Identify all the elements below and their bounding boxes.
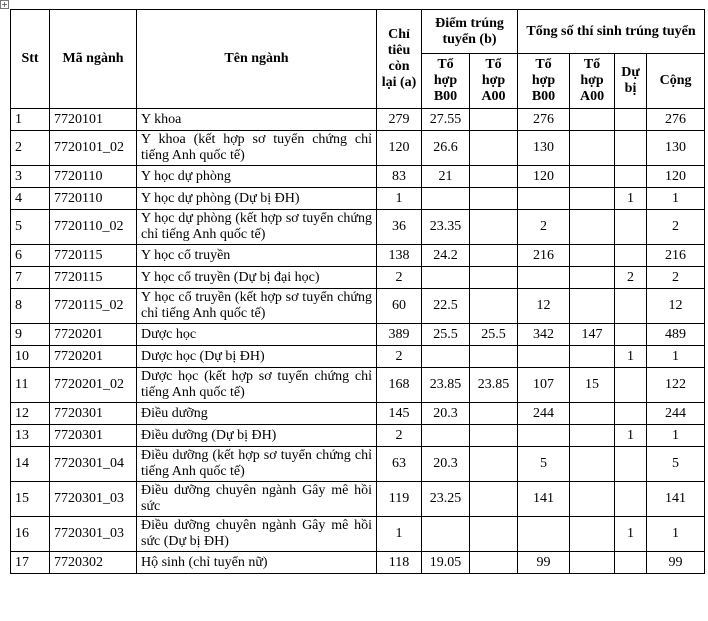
cell-diem-a00 [470, 346, 518, 368]
cell-chi-tieu: 36 [377, 210, 422, 245]
cell-chi-tieu: 2 [377, 346, 422, 368]
header-diem-to-hop-a00: Tổ hợp A00 [470, 54, 518, 109]
cell-cong: 1 [647, 188, 705, 210]
table-row [11, 324, 705, 346]
cell-diem-b00: 19.05 [422, 552, 470, 574]
cell-ma-nganh: 7720110_02 [50, 210, 137, 245]
cell-ten-nganh: Dược học (kết hợp sơ tuyển chứng chỉ tiếng Anh quốc tế) [137, 368, 377, 403]
cell-stt: 7 [11, 267, 50, 289]
cell-ten-nganh: Điều dưỡng chuyên ngành Gây mê hồi sức (Dự bị ĐH) [137, 517, 377, 552]
cell-ts-b00: 120 [518, 166, 570, 188]
cell-ten-nganh: Dược học (Dự bị ĐH) [137, 346, 377, 368]
table-row [11, 552, 705, 574]
cell-ten-nganh: Điều dưỡng (Dự bị ĐH) [137, 425, 377, 447]
cell-ts-a00 [570, 447, 615, 482]
table-row [11, 289, 705, 324]
cell-ts-a00 [570, 482, 615, 517]
cell-cong: 141 [647, 482, 705, 517]
cell-du-bi: 1 [615, 346, 647, 368]
cell-diem-b00 [422, 188, 470, 210]
cell-stt: 5 [11, 210, 50, 245]
cell-ma-nganh: 7720301_03 [50, 482, 137, 517]
cell-diem-a00 [470, 447, 518, 482]
cell-ten-nganh: Y khoa (kết hợp sơ tuyển chứng chỉ tiếng Anh quốc tế) [137, 131, 377, 166]
cell-ts-b00 [518, 425, 570, 447]
cell-ts-a00 [570, 188, 615, 210]
admission-results-table [10, 9, 705, 574]
cell-ma-nganh: 7720115 [50, 267, 137, 289]
cell-ts-b00: 12 [518, 289, 570, 324]
header-ten-nganh: Tên ngành [137, 10, 377, 109]
cell-ma-nganh: 7720301_04 [50, 447, 137, 482]
table-header [11, 10, 705, 109]
cell-chi-tieu: 168 [377, 368, 422, 403]
cell-diem-a00 [470, 131, 518, 166]
cell-ma-nganh: 7720201_02 [50, 368, 137, 403]
cell-ma-nganh: 7720301 [50, 403, 137, 425]
cell-ts-a00 [570, 267, 615, 289]
table-row [11, 517, 705, 552]
cell-diem-b00: 22.5 [422, 289, 470, 324]
cell-ten-nganh: Y học dự phòng (Dự bị ĐH) [137, 188, 377, 210]
cell-diem-a00 [470, 482, 518, 517]
cell-ten-nganh: Điều dưỡng chuyên ngành Gây mê hồi sức [137, 482, 377, 517]
cell-du-bi: 1 [615, 517, 647, 552]
cell-ts-a00 [570, 210, 615, 245]
cell-stt: 9 [11, 324, 50, 346]
cell-stt: 11 [11, 368, 50, 403]
cell-ts-b00: 276 [518, 109, 570, 131]
table-row [11, 425, 705, 447]
cell-diem-a00 [470, 188, 518, 210]
header-diem-trung-tuyen: Điểm trúng tuyển (b) [422, 10, 518, 54]
cell-diem-a00 [470, 267, 518, 289]
cell-ts-b00: 107 [518, 368, 570, 403]
cell-stt: 1 [11, 109, 50, 131]
cell-diem-b00: 23.35 [422, 210, 470, 245]
cell-ma-nganh: 7720115_02 [50, 289, 137, 324]
cell-ten-nganh: Y học dự phòng [137, 166, 377, 188]
table-row [11, 245, 705, 267]
cell-ts-b00 [518, 346, 570, 368]
cell-cong: 1 [647, 425, 705, 447]
header-diem-to-hop-b00: Tổ hợp B00 [422, 54, 470, 109]
cell-diem-a00 [470, 166, 518, 188]
cell-cong: 1 [647, 346, 705, 368]
cell-chi-tieu: 138 [377, 245, 422, 267]
cell-cong: 244 [647, 403, 705, 425]
cell-diem-b00 [422, 425, 470, 447]
cell-ts-a00 [570, 131, 615, 166]
cell-diem-b00: 23.85 [422, 368, 470, 403]
cell-ten-nganh: Y học cổ truyền (kết hợp sơ tuyển chứng chỉ tiếng Anh quốc tế) [137, 289, 377, 324]
cell-ma-nganh: 7720101 [50, 109, 137, 131]
cell-ts-a00 [570, 289, 615, 324]
cell-stt: 13 [11, 425, 50, 447]
table-row [11, 482, 705, 517]
table-row [11, 210, 705, 245]
table-row [11, 131, 705, 166]
cell-chi-tieu: 2 [377, 267, 422, 289]
cell-stt: 15 [11, 482, 50, 517]
table-row [11, 188, 705, 210]
cell-diem-a00 [470, 289, 518, 324]
cell-ma-nganh: 7720302 [50, 552, 137, 574]
cell-du-bi [615, 324, 647, 346]
cell-stt: 12 [11, 403, 50, 425]
cell-chi-tieu: 1 [377, 188, 422, 210]
cell-ten-nganh: Y học cổ truyền [137, 245, 377, 267]
cell-ts-a00: 147 [570, 324, 615, 346]
cell-ts-a00 [570, 109, 615, 131]
header-stt: Stt [11, 10, 50, 109]
table-row [11, 403, 705, 425]
cell-diem-a00 [470, 403, 518, 425]
cell-stt: 3 [11, 166, 50, 188]
cell-stt: 10 [11, 346, 50, 368]
cell-ts-a00 [570, 166, 615, 188]
cell-chi-tieu: 145 [377, 403, 422, 425]
cell-diem-b00: 26.6 [422, 131, 470, 166]
cell-cong: 276 [647, 109, 705, 131]
cell-cong: 216 [647, 245, 705, 267]
cell-du-bi [615, 447, 647, 482]
cell-diem-b00: 21 [422, 166, 470, 188]
cell-diem-a00: 25.5 [470, 324, 518, 346]
header-du-bi: Dự bị [615, 54, 647, 109]
cell-diem-a00 [470, 109, 518, 131]
cell-chi-tieu: 389 [377, 324, 422, 346]
cell-ma-nganh: 7720301 [50, 425, 137, 447]
cell-ten-nganh: Y học cổ truyền (Dự bị đại học) [137, 267, 377, 289]
cell-ma-nganh: 7720101_02 [50, 131, 137, 166]
cell-ten-nganh: Hộ sinh (chỉ tuyển nữ) [137, 552, 377, 574]
cell-diem-a00 [470, 245, 518, 267]
cell-ts-b00: 244 [518, 403, 570, 425]
cell-du-bi [615, 131, 647, 166]
cell-ts-b00: 99 [518, 552, 570, 574]
cell-du-bi [615, 403, 647, 425]
cell-du-bi [615, 482, 647, 517]
table-row [11, 109, 705, 131]
header-chi-tieu: Chỉ tiêu còn lại (a) [377, 10, 422, 109]
cell-ts-b00: 216 [518, 245, 570, 267]
cell-chi-tieu: 120 [377, 131, 422, 166]
cell-ts-a00 [570, 245, 615, 267]
header-tong-so-thi-sinh: Tổng số thí sinh trúng tuyển [518, 10, 705, 54]
cell-ts-a00 [570, 517, 615, 552]
header-ts-to-hop-b00: Tổ hợp B00 [518, 54, 570, 109]
cell-cong: 122 [647, 368, 705, 403]
cell-ten-nganh: Y học dự phòng (kết hợp sơ tuyển chứng chỉ tiếng Anh quốc tế) [137, 210, 377, 245]
cell-diem-b00: 20.3 [422, 403, 470, 425]
header-ma-nganh: Mã ngành [50, 10, 137, 109]
table-row [11, 166, 705, 188]
cell-ts-b00: 5 [518, 447, 570, 482]
cell-diem-b00 [422, 517, 470, 552]
cell-stt: 14 [11, 447, 50, 482]
cell-cong: 489 [647, 324, 705, 346]
cell-cong: 2 [647, 210, 705, 245]
cell-diem-a00: 23.85 [470, 368, 518, 403]
cell-chi-tieu: 279 [377, 109, 422, 131]
cell-ts-a00 [570, 425, 615, 447]
cell-ts-b00: 342 [518, 324, 570, 346]
cell-diem-a00 [470, 210, 518, 245]
cell-ten-nganh: Dược học [137, 324, 377, 346]
cell-cong: 2 [647, 267, 705, 289]
cell-diem-a00 [470, 425, 518, 447]
cell-ten-nganh: Y khoa [137, 109, 377, 131]
cell-ma-nganh: 7720201 [50, 346, 137, 368]
cell-diem-b00: 23.25 [422, 482, 470, 517]
cell-chi-tieu: 83 [377, 166, 422, 188]
cell-diem-a00 [470, 552, 518, 574]
cell-cong: 130 [647, 131, 705, 166]
cell-ts-b00 [518, 517, 570, 552]
table-row [11, 447, 705, 482]
cell-ma-nganh: 7720110 [50, 188, 137, 210]
cell-chi-tieu: 63 [377, 447, 422, 482]
cell-chi-tieu: 1 [377, 517, 422, 552]
cell-diem-a00 [470, 517, 518, 552]
header-cong: Cộng [647, 54, 705, 109]
table-row [11, 346, 705, 368]
cell-ts-a00 [570, 346, 615, 368]
cell-ts-b00 [518, 267, 570, 289]
cell-ts-b00: 2 [518, 210, 570, 245]
table-row [11, 267, 705, 289]
cell-ma-nganh: 7720201 [50, 324, 137, 346]
cell-diem-b00 [422, 267, 470, 289]
cell-cong: 120 [647, 166, 705, 188]
cell-cong: 12 [647, 289, 705, 324]
cell-ma-nganh: 7720301_03 [50, 517, 137, 552]
cell-chi-tieu: 118 [377, 552, 422, 574]
cell-ma-nganh: 7720110 [50, 166, 137, 188]
cell-du-bi [615, 552, 647, 574]
cell-stt: 16 [11, 517, 50, 552]
cell-ts-b00: 141 [518, 482, 570, 517]
cell-du-bi [615, 166, 647, 188]
cell-stt: 17 [11, 552, 50, 574]
cell-diem-b00: 24.2 [422, 245, 470, 267]
cell-ten-nganh: Điều dưỡng [137, 403, 377, 425]
header-ts-to-hop-a00: Tổ hợp A00 [570, 54, 615, 109]
cell-ten-nganh: Điều dưỡng (kết hợp sơ tuyển chứng chỉ tiếng Anh quốc tế) [137, 447, 377, 482]
cell-du-bi [615, 245, 647, 267]
cell-du-bi [615, 109, 647, 131]
cell-chi-tieu: 60 [377, 289, 422, 324]
table-move-handle-icon[interactable]: + [1, 0, 8, 9]
cell-diem-b00: 20.3 [422, 447, 470, 482]
cell-du-bi [615, 289, 647, 324]
cell-chi-tieu: 119 [377, 482, 422, 517]
cell-stt: 6 [11, 245, 50, 267]
cell-du-bi [615, 368, 647, 403]
cell-ts-b00: 130 [518, 131, 570, 166]
cell-stt: 2 [11, 131, 50, 166]
cell-ma-nganh: 7720115 [50, 245, 137, 267]
cell-du-bi: 2 [615, 267, 647, 289]
cell-stt: 4 [11, 188, 50, 210]
cell-ts-a00 [570, 552, 615, 574]
cell-diem-b00 [422, 346, 470, 368]
cell-du-bi: 1 [615, 425, 647, 447]
cell-cong: 99 [647, 552, 705, 574]
cell-diem-b00: 27.55 [422, 109, 470, 131]
cell-ts-b00 [518, 188, 570, 210]
cell-cong: 1 [647, 517, 705, 552]
cell-chi-tieu: 2 [377, 425, 422, 447]
cell-ts-a00 [570, 403, 615, 425]
cell-cong: 5 [647, 447, 705, 482]
cell-du-bi: 1 [615, 188, 647, 210]
cell-ts-a00: 15 [570, 368, 615, 403]
table-body [11, 109, 705, 574]
cell-diem-b00: 25.5 [422, 324, 470, 346]
cell-du-bi [615, 210, 647, 245]
table-row [11, 368, 705, 403]
cell-stt: 8 [11, 289, 50, 324]
